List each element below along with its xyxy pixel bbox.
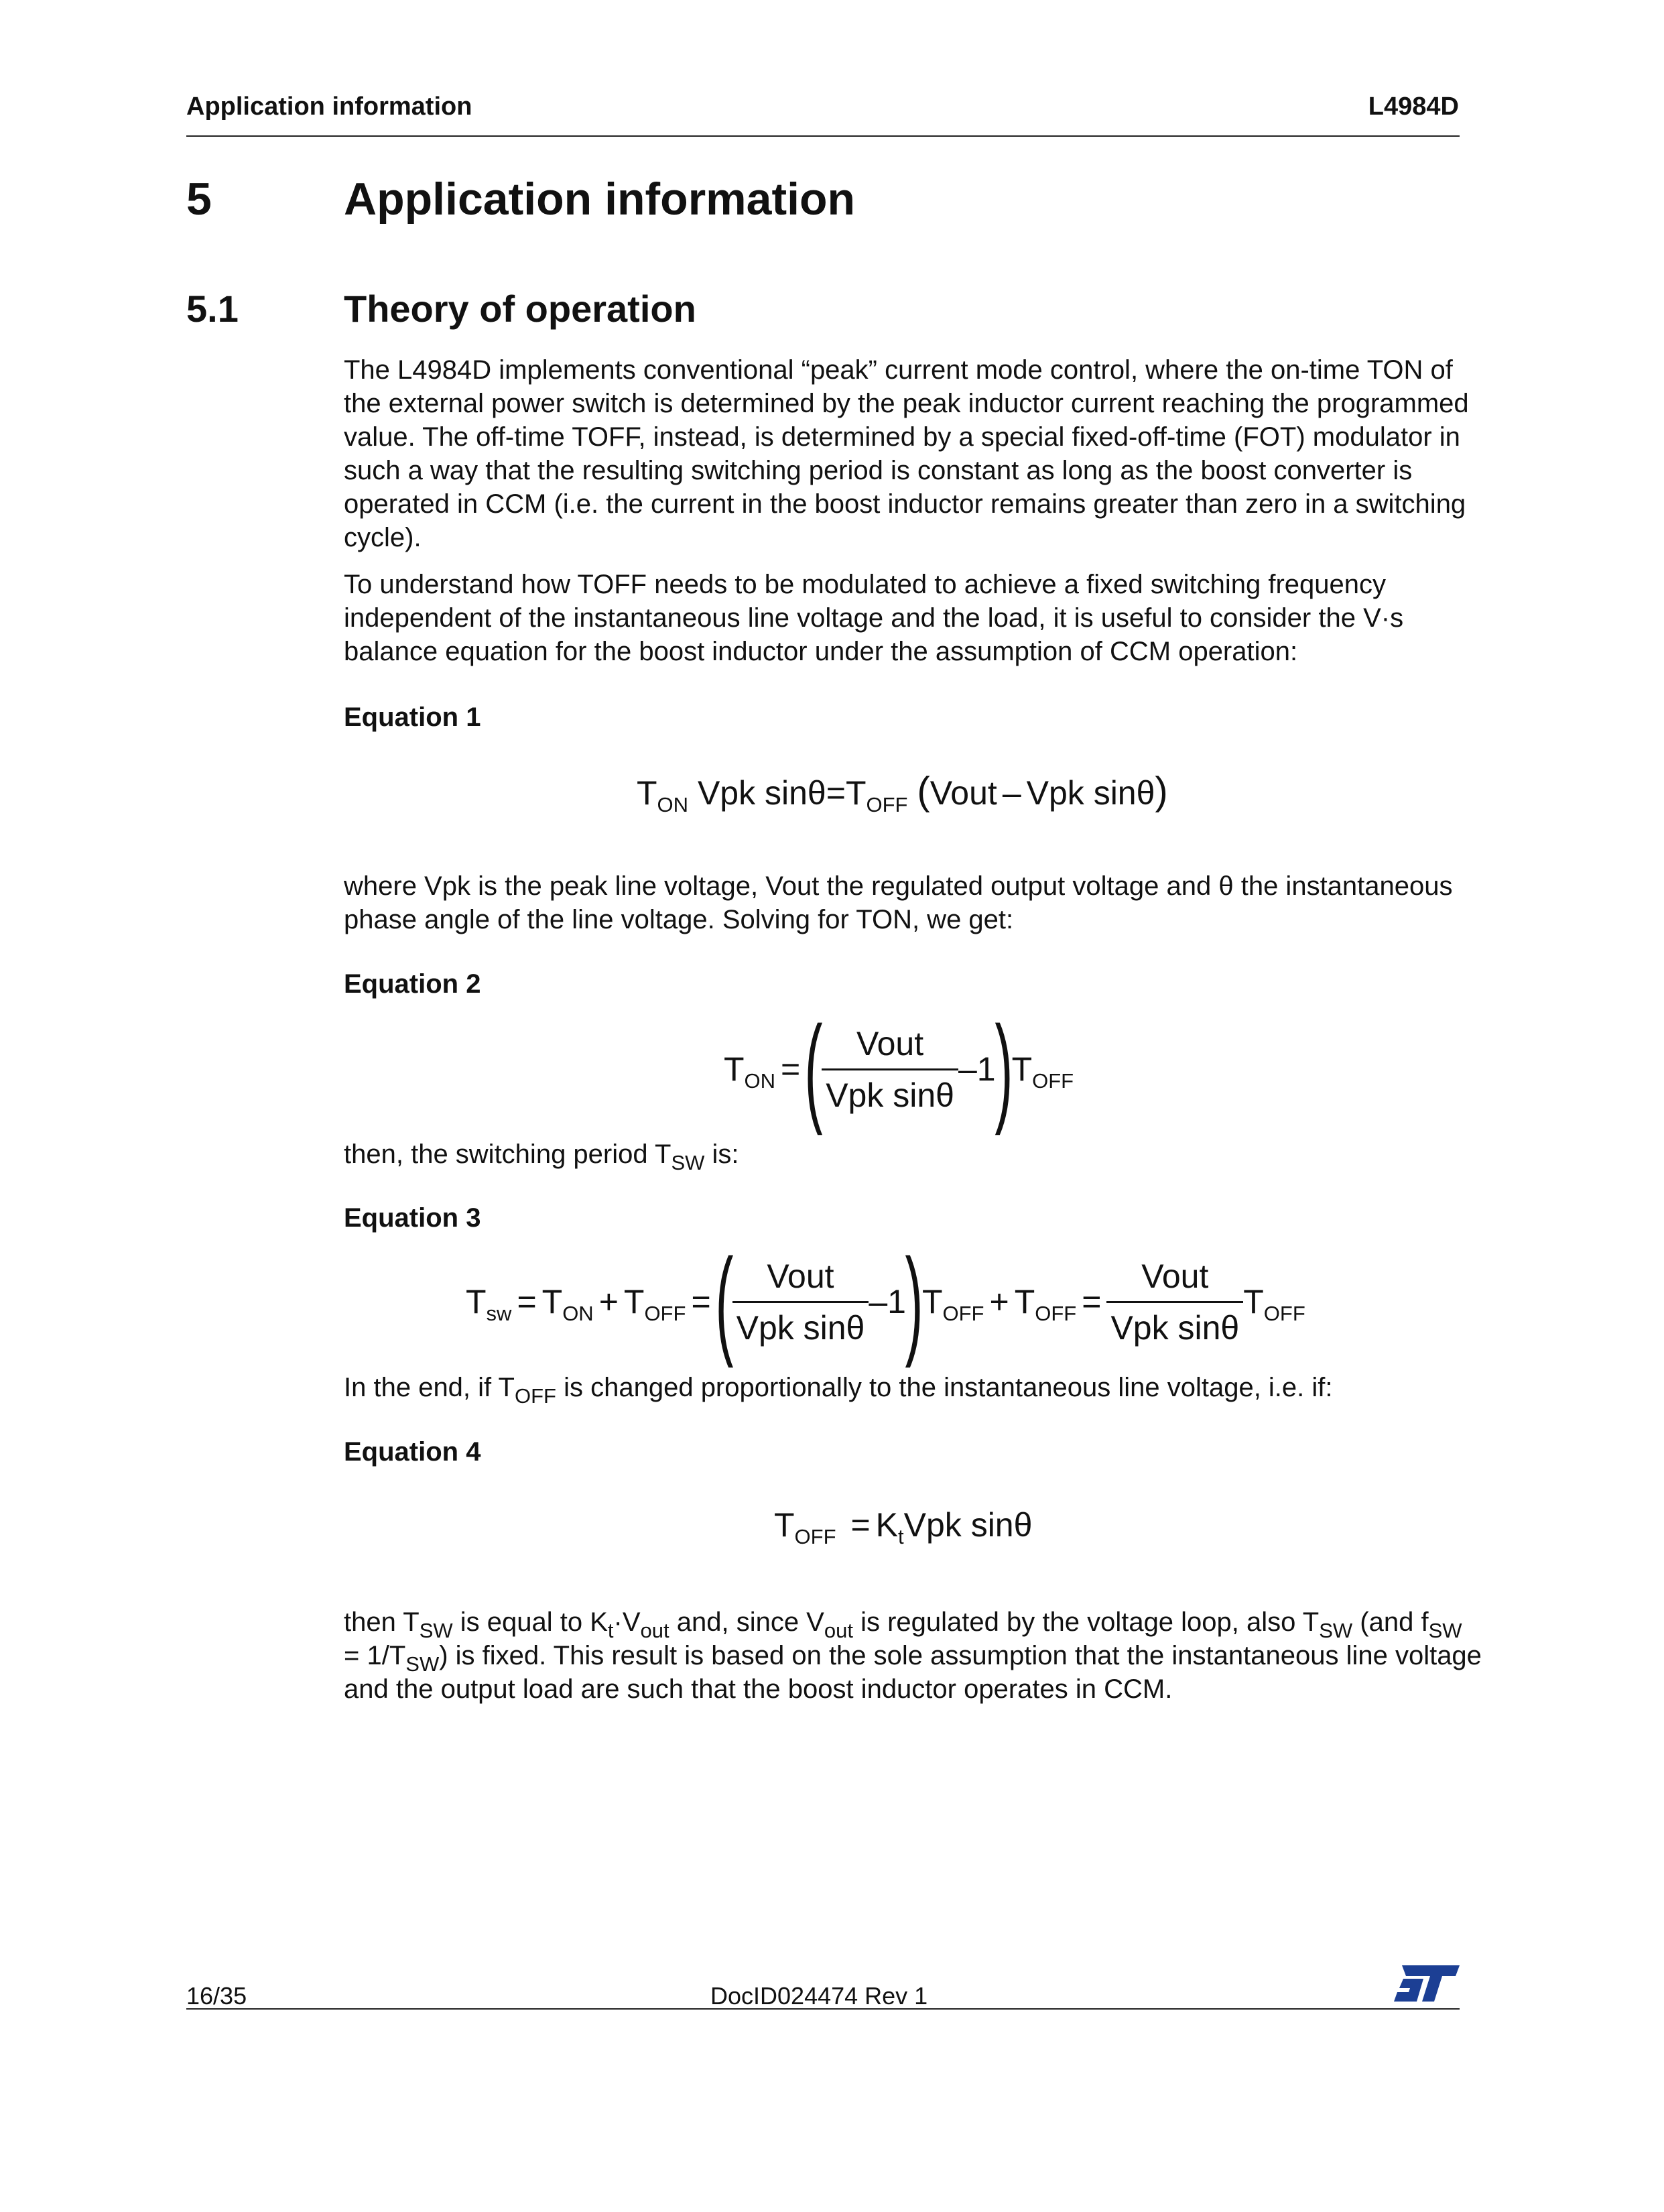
footer-page-number: 16/35 bbox=[186, 1982, 247, 2010]
section-title: Theory of operation bbox=[344, 288, 696, 330]
st-logo-icon bbox=[1393, 1963, 1461, 2004]
equation-2-label: Equation 2 bbox=[344, 969, 481, 999]
equation-4: $T_{OFF} = K_tVpk$ sinθ bbox=[774, 1506, 1033, 1548]
equation-3: $T_{sw}$ = $T_{ON}$ + $T_{OFF}$ = ( $\frac{\text{Vout}}{\text{Vpk sinθ}}$ –1 ) $T_{OFF}$ + $T_{OFF}$ = $\frac{\text{Vout}}{\text{Vpk sinθ}}$ $T_{OFF}$ bbox=[466, 1234, 1305, 1369]
paragraph-toff-proportional: In the end, if $T_{OFF}$ is changed proportionally to the instantaneous line voltage, i.e. if: bbox=[344, 1373, 1333, 1408]
header-rule bbox=[186, 135, 1460, 137]
paragraph-tsw-result: then $T_{SW}$ is equal to $K_t\cdot V_{out}$ and, since $V_{out}$ is regulated by the voltage loop, also $T_{SW}$ (and $f_{SW} = 1/T_{SW}$) is fixed. This result is based on the sole assumption that the instantaneous line voltage and the output load are such that the boost inductor operates in CCM. bbox=[344, 1607, 1482, 1704]
chapter-title: Application information bbox=[344, 174, 856, 225]
equation-4-label: Equation 4 bbox=[344, 1437, 481, 1467]
footer-doc-id: DocID024474 Rev 1 bbox=[710, 1982, 928, 2010]
section-number: 5.1 bbox=[186, 288, 239, 330]
paragraph-switching-period: then, the switching period $T_{SW}$ is: bbox=[344, 1140, 739, 1174]
header-section-title: Application information bbox=[186, 93, 472, 121]
paragraph-solving-ton: where Vpk is the peak line voltage, Vout the regulated output voltage and θ the instantaneous phase angle of the line voltage. Solving for TON, we get: bbox=[344, 871, 1453, 934]
paragraph-vs-balance: To understand how TOFF needs to be modulated to achieve a fixed switching frequency independent of the instantaneous line voltage and the load, it is useful to consider the V·s balance equation for the boost inductor under the assumption of CCM operation: bbox=[344, 570, 1404, 666]
chapter-number: 5 bbox=[186, 174, 212, 225]
paragraph-theory: The L4984D implements conventional “peak” current mode control, where the on-time TON of the external power switch is determined by the peak inductor current reaching the programmed value. The off-time TOFF, instead, is determined by a special fixed-off-time (FOT) modulator in such a way that the resulting switching period is constant as long as the boost converter is operated in CCM (i.e. the current in the boost inductor remains greater than zero in a switching cycle). bbox=[344, 355, 1469, 552]
header-part-number: L4984D bbox=[1368, 93, 1459, 121]
equation-3-label: Equation 3 bbox=[344, 1203, 481, 1233]
equation-1: $T_{ON}$ Vpk $\sin\theta=T_{OFF}$ (Vout – Vpk sinθ) bbox=[637, 770, 1168, 816]
equation-1-label: Equation 1 bbox=[344, 702, 481, 732]
equation-2: $T_{ON}$ = ( $\frac{\text{Vout}}{\text{Vpk sinθ}}$ –1 ) $T_{OFF}$ bbox=[724, 1001, 1074, 1136]
